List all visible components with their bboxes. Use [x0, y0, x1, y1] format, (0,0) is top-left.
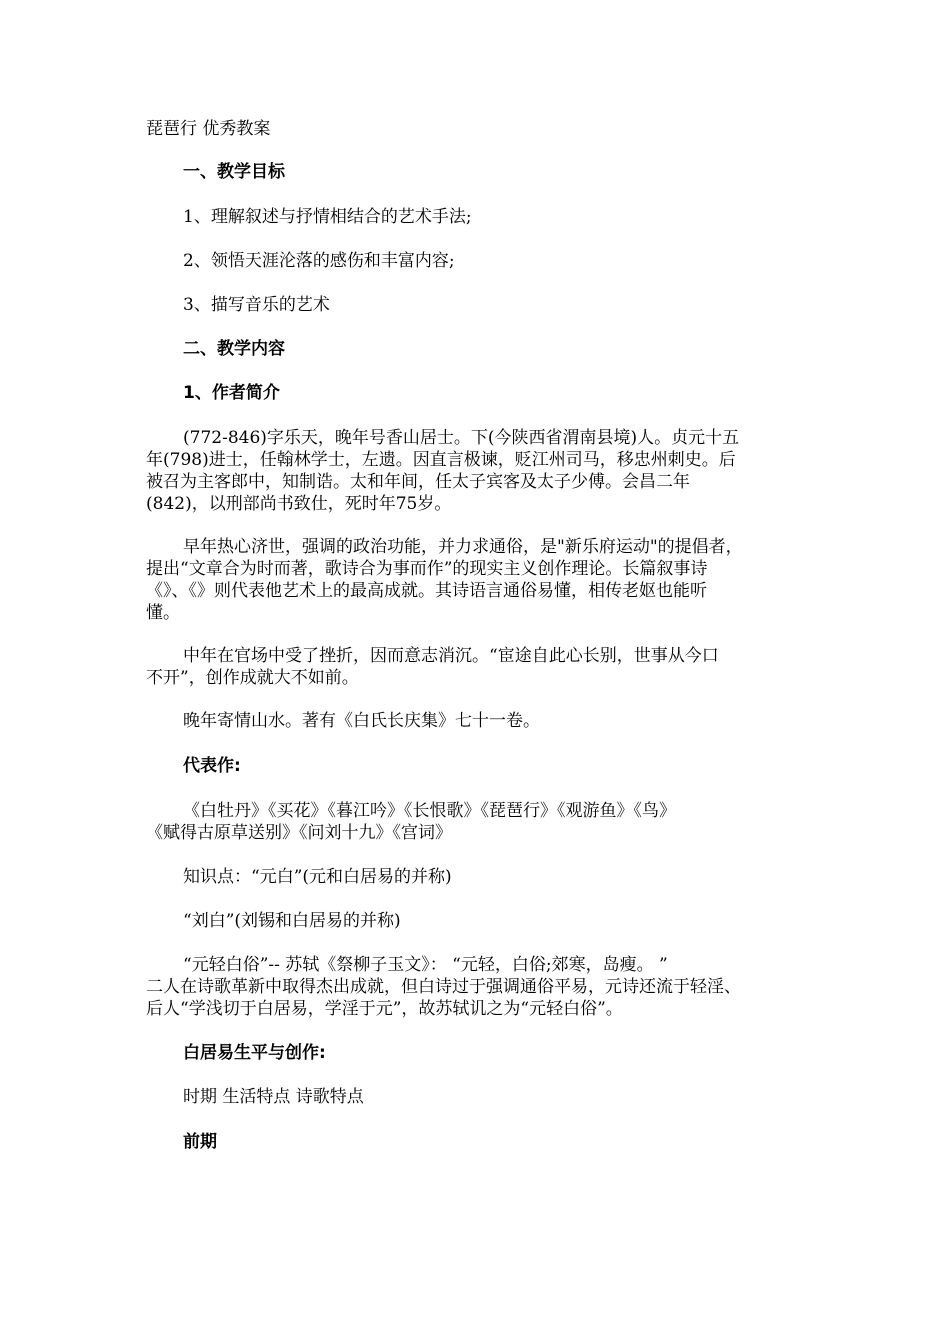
paragraph-line: (842)，以刑部尚书致仕，死时年75岁。 — [146, 494, 452, 514]
paragraph-line: 《白牡丹》《买花》《暮江吟》《长恨歌》《琵琶行》《观游鱼》《鸟》 — [183, 801, 676, 821]
paragraph-line: 后人“学浅切于白居易，学淫于元”，故苏轼讥之为“元轻白俗”。 — [146, 999, 623, 1019]
goal-item-2: 2、领悟天涯沦落的感伤和丰富内容; — [183, 251, 455, 271]
goal-item-1: 1、理解叙述与抒情相结合的艺术手法; — [183, 207, 472, 227]
representative-works-list — [146, 800, 808, 844]
paragraph-line: 被召为主客郎中，知制诰。太和年间，任太子宾客及太子少傅。会昌二年 — [146, 472, 690, 492]
period-early-label: 前期 — [183, 1132, 217, 1152]
paragraph-line: 不开”，创作成就大不如前。 — [146, 668, 359, 688]
paragraph-line: (772-846)字乐天，晚年号香山居士。下(今陕西省渭南县境)人。贞元十五 — [183, 428, 740, 448]
knowledge-point-liubai: “刘白”(刘锡和白居易的并称) — [183, 911, 401, 931]
paragraph-line: 懂。 — [146, 603, 180, 623]
section-heading-content: 二、教学内容 — [183, 339, 285, 359]
goal-item-3: 3、描写音乐的艺术 — [183, 295, 330, 315]
late-years-paragraph: 晚年寄情山水。著有《白氏长庆集》七十一卷。 — [183, 711, 540, 731]
life-and-works-heading: 白居易生平与创作: — [183, 1043, 326, 1063]
paragraph-line: 《》、《》则代表他艺术上的最高成就。其诗语言通俗易懂，相传老妪也能听 — [146, 581, 707, 601]
paragraph-line: 中年在官场中受了挫折，因而意志消沉。“宦途自此心长别，世事从今口 — [183, 646, 719, 666]
document-title: 琵琶行 优秀教案 — [146, 119, 271, 139]
middle-years-paragraph — [146, 645, 808, 689]
paragraph-line: 早年热心济世，强调的政治功能，并力求通俗，是"新乐府运动"的提倡者， — [183, 537, 743, 557]
paragraph-line: 提出“文章合为时而著，歌诗合为事而作”的现实主义创作理论。长篇叙事诗 — [146, 559, 708, 579]
paragraph-line: 二人在诗歌革新中取得杰出成就，但白诗过于强调通俗平易，元诗还流于轻淫、 — [146, 977, 741, 997]
yuanqing-baisu-paragraph — [146, 954, 808, 1020]
life-table-header: 时期 生活特点 诗歌特点 — [183, 1087, 364, 1107]
section-heading-goals: 一、教学目标 — [183, 162, 285, 182]
early-years-paragraph — [146, 536, 808, 624]
author-bio-paragraph — [146, 427, 808, 515]
paragraph-line: 年(798)进士，任翰林学士，左遗。因直言极谏，贬江州司马，移忠州刺史。后 — [146, 450, 736, 470]
paragraph-line: 《赋得古原草送别》《问刘十九》《宫词》 — [146, 823, 452, 843]
knowledge-point-yuanbai: 知识点：“元白”(元和白居易的并称) — [183, 867, 452, 887]
paragraph-line: “元轻白俗”-- 苏轼《祭柳子玉文》： “元轻，白俗;郊寒，岛瘦。 ” — [183, 955, 668, 975]
subheading-author: 1、作者简介 — [183, 383, 280, 403]
representative-works-heading: 代表作: — [183, 756, 241, 776]
